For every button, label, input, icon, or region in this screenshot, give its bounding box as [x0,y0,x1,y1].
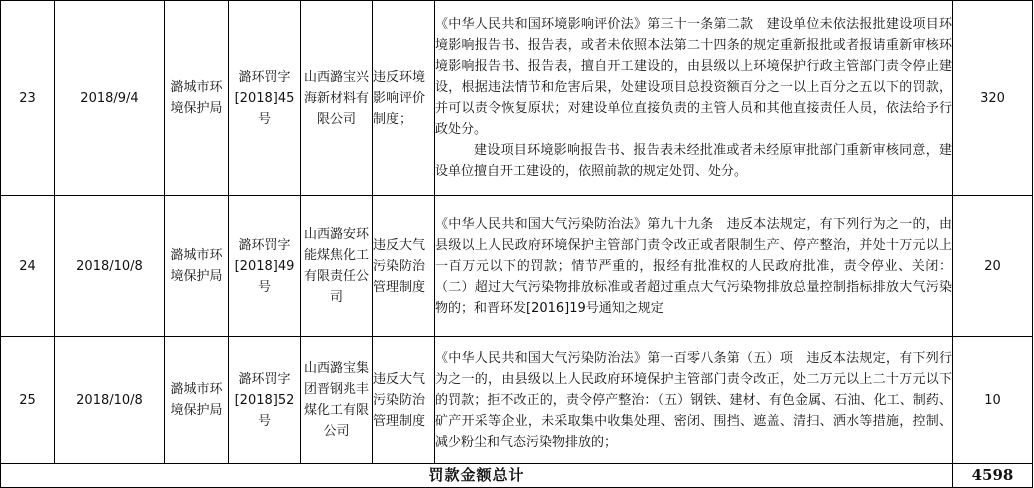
decision-number: 潞环罚字[2018]45号 [229,1,301,196]
issuing-agency: 潞城市环境保护局 [165,196,229,337]
violation-type: 违反大气污染防治管理制度 [373,337,435,464]
penalty-date: 2018/10/8 [55,337,165,464]
legal-basis [435,196,953,337]
violation-type: 违反大气污染防治管理制度 [373,196,435,337]
fine-amount: 10 [953,337,1033,464]
penalty-date: 2018/9/4 [55,1,165,196]
row-number: 25 [1,337,55,464]
table-row [1,337,1033,464]
violation-type: 违反环境影响评价制度； [373,1,435,196]
legal-basis-paragraph: 《中华人民共和国大气污染防治法》第九十九条 违反本法规定，有下列行为之一的，由县级以上人民政府环境保护主管部门责令改正或者限制生产、停产整治，并处十万元以上一百万元以下的罚款；情节严重的，报经有批准权的人民政府批准，责令停业、关闭：（二）超过大气污染物排放标准或者超过重点大气污染物排放总量控制指标排放大气污染物的；和晋环发[2016]19号通知之规定 [435,216,952,316]
legal-basis-paragraph: 《中华人民共和国大气污染防治法》第一百零八条第（五）项 违反本法规定，有下列行为之一的，由县级以上人民政府环境保护主管部门责令改正，处二万元以上二十万元以下的罚款；拒不改正的，责令停产整治：（五）钢铁、建材、有色金属、石油、化工、制药、矿产开采等企业，未采取集中收集处理、密闭、围挡、遮盖、清扫、洒水等措施，控制、减少粉尘和气态污染物排放的； [435,350,952,450]
table-row [1,1,1033,196]
fine-amount: 320 [953,1,1033,196]
row-number: 23 [1,1,55,196]
table-row [1,196,1033,337]
legal-basis [435,1,953,196]
legal-basis-paragraph: 《中华人民共和国环境影响评价法》第三十一条第二款 建设单位未依法报批建设项目环境影响报告书、报告表，或者未依照本法第二十四条的规定重新报批或者报请重新审核环境影响报告书、报告表，擅自开工建设的，由县级以上环境保护行政主管部门责令停止建设，根据违法情节和危害后果，处建设项目总投资额百分之一以上百分之五以下的罚款，并可以责令恢复原状；对建设单位直接负责的主管人员和其他直接责任人员，依法给予行政处分。 [435,17,952,137]
company-name: 山西潞安环能煤焦化工有限责任公司 [301,196,373,337]
issuing-agency: 潞城市环境保护局 [165,337,229,464]
penalty-date: 2018/10/8 [55,196,165,337]
company-name: 山西潞宝兴海新材料有限公司 [301,1,373,196]
fine-amount: 20 [953,196,1033,337]
total-row [1,464,1033,488]
legal-basis [435,337,953,464]
total-label: 罚款金额总计 [1,464,953,488]
issuing-agency: 潞城市环境保护局 [165,1,229,196]
decision-number: 潞环罚字[2018]52号 [229,337,301,464]
total-amount: 4598 [953,464,1033,488]
row-number: 24 [1,196,55,337]
decision-number: 潞环罚字[2018]49号 [229,196,301,337]
legal-basis-paragraph: 建设项目环境影响报告书、报告表未经批准或者未经原审批部门重新审核同意，建设单位擅自开工建设的，依照前款的规定处罚、处分。 [435,143,952,179]
company-name: 山西潞宝集团晋钢兆丰煤化工有限公司 [301,337,373,464]
